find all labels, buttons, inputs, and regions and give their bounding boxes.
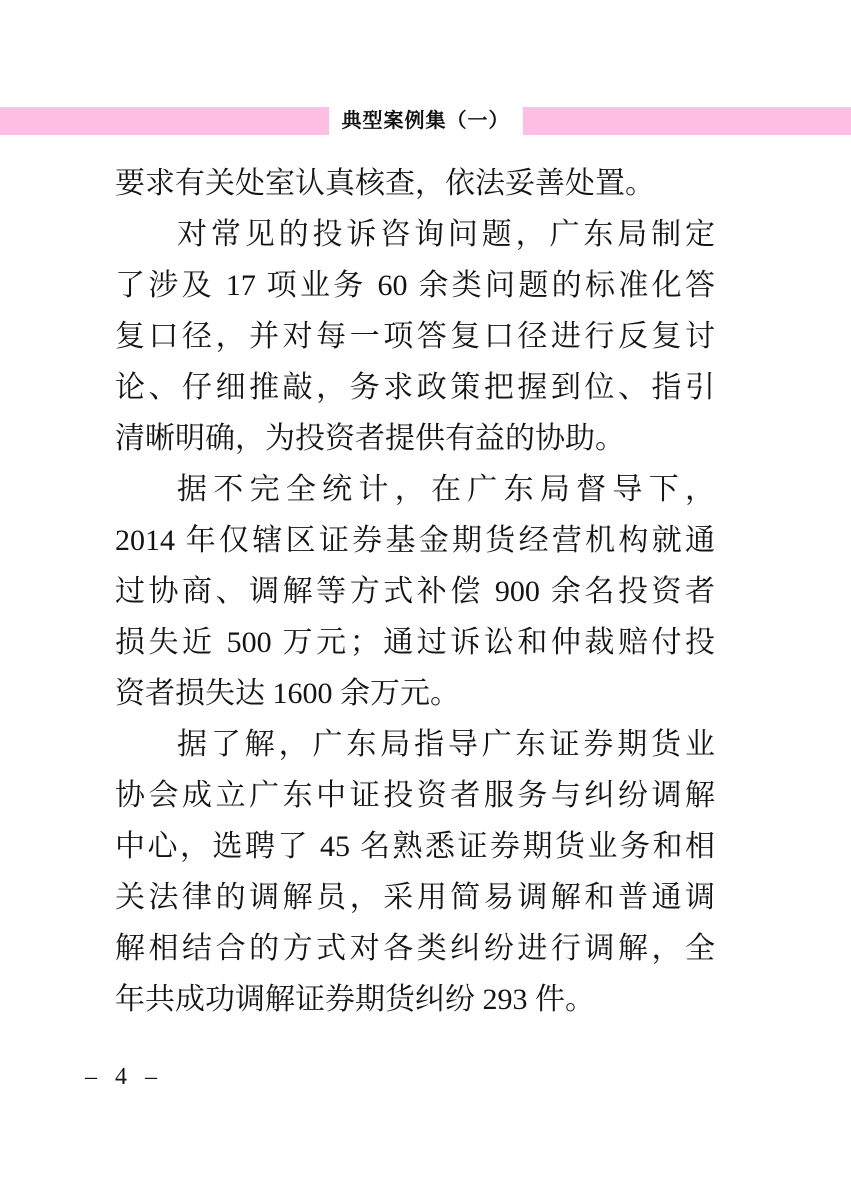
text-line: 对常见的投诉咨询问题，广东局制定	[177, 218, 715, 251]
text-line: 过协商、调解等方式补偿 900 余名投资者	[115, 575, 715, 608]
text-line: 损失近 500 万元；通过诉讼和仲裁赔付投	[115, 626, 715, 659]
text-line: 关法律的调解员，采用简易调解和普通调	[115, 881, 715, 914]
text-line: 2014 年仅辖区证券基金期货经营机构就通	[115, 524, 715, 557]
text-line: 据不完全统计，在广东局督导下，	[177, 473, 715, 506]
text-line: 年共成功调解证券期货纠纷 293 件。	[115, 983, 595, 1016]
text-line: 协会成立广东中证投资者服务与纠纷调解	[115, 779, 715, 812]
body-text	[115, 158, 715, 1025]
text-line: 要求有关处室认真核查，依法妥善处置。	[115, 167, 655, 200]
text-line: 清晰明确，为投资者提供有益的协助。	[115, 422, 625, 455]
text-line: 据了解，广东局指导广东证券期货业	[177, 728, 715, 761]
text-line: 资者损失达 1600 余万元。	[115, 677, 460, 710]
page-title: 典型案例集（一）	[329, 107, 523, 135]
text-line: 复口径，并对每一项答复口径进行反复讨	[115, 320, 715, 353]
text-line: 了涉及 17 项业务 60 余类问题的标准化答	[115, 269, 715, 302]
text-line: 论、仔细推敲，务求政策把握到位、指引	[115, 371, 715, 404]
header-band	[0, 107, 851, 135]
page-number: – 4 –	[85, 1064, 163, 1090]
text-line: 解相结合的方式对各类纠纷进行调解，全	[115, 932, 715, 965]
text-line: 中心，选聘了 45 名熟悉证券期货业务和相	[115, 830, 715, 863]
